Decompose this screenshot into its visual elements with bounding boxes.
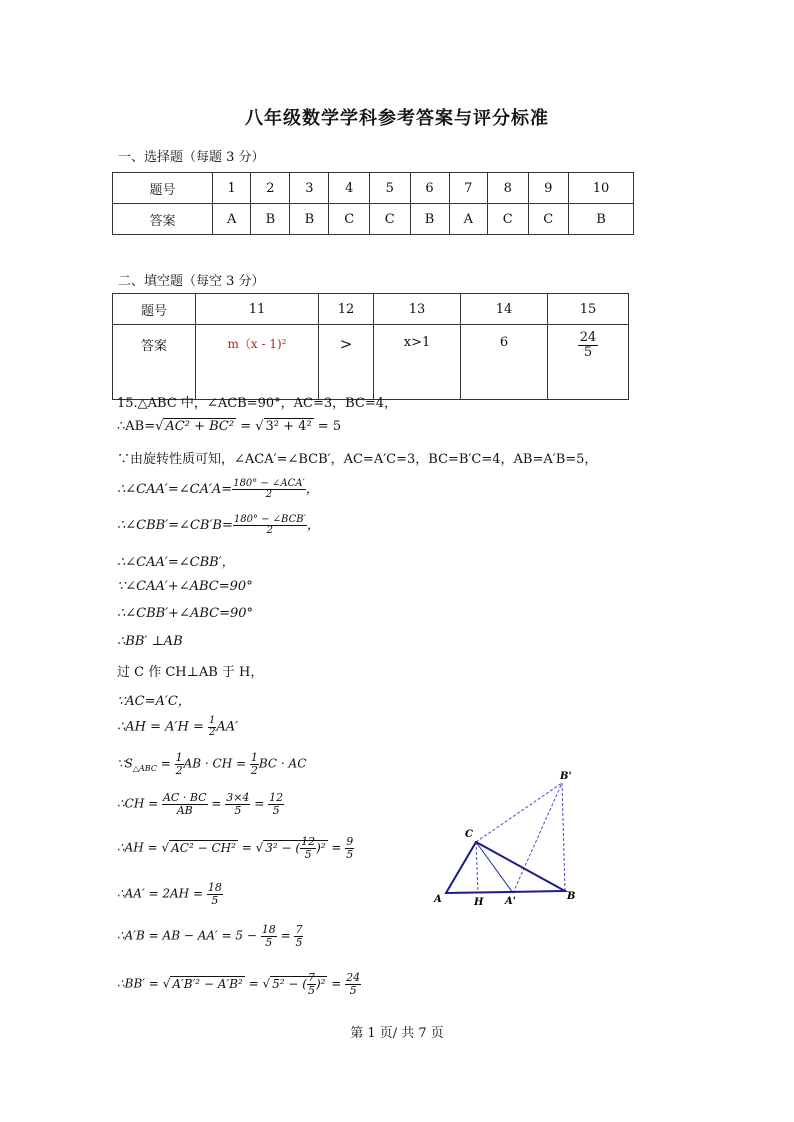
denominator: 2 — [266, 525, 274, 536]
radicand: AC² + BC² — [165, 419, 235, 434]
fraction — [294, 924, 303, 948]
table-cell: A — [449, 204, 487, 235]
denominator: 5 — [211, 893, 219, 907]
fraction — [578, 331, 599, 361]
numerator: 180° − ∠ACA′ — [233, 477, 305, 489]
denominator: 5 — [583, 345, 593, 361]
numerator: 1 — [250, 751, 258, 764]
solution-line — [117, 924, 303, 948]
denominator: 2 — [250, 763, 258, 777]
text: = — [276, 928, 295, 943]
denominator: AB — [176, 803, 193, 817]
table-cell: 13 — [374, 294, 461, 325]
solution-line: ∴BB′ = √ A′B′² − A′B² = √ 5² − ( $\frac{7}{5}$ )² = $\frac{24}{5}$ — [117, 971, 361, 997]
radicand: AC² − CH² — [171, 840, 236, 855]
solution-line — [117, 514, 320, 537]
text: AA′ — [216, 719, 239, 735]
table-row — [113, 325, 629, 400]
table-cell: B — [251, 204, 290, 235]
table-cell: 3 — [290, 173, 329, 204]
numerator: 3×4 — [226, 791, 250, 804]
table-cell: C — [528, 204, 569, 235]
table-cell: > — [319, 325, 374, 400]
denominator: 5 — [304, 847, 312, 861]
table-cell: C — [329, 204, 370, 235]
denominator: 2 — [209, 726, 216, 738]
table-cell: B — [569, 204, 634, 235]
radicand — [263, 835, 327, 861]
table-cell: 5 — [369, 173, 410, 204]
solution-line — [117, 882, 223, 906]
table-cell: x>1 — [374, 325, 461, 400]
text: = — [250, 796, 269, 811]
fraction — [232, 479, 306, 501]
table-header-label: 题号 — [113, 294, 196, 325]
fill-answer-table — [112, 293, 629, 400]
numerator: 24 — [579, 330, 597, 345]
fraction — [307, 972, 316, 996]
denominator: 5 — [265, 935, 273, 949]
segment-cb1 — [476, 783, 562, 842]
fraction — [225, 792, 250, 816]
text: 5² − ( — [272, 976, 307, 991]
solution-line — [117, 478, 319, 501]
table-cell: C — [487, 204, 528, 235]
table-cell: 6 — [410, 173, 449, 204]
denominator: 5 — [272, 803, 280, 817]
table-cell: 10 — [569, 173, 634, 204]
label-h: H — [474, 897, 484, 908]
denominator: 2 — [175, 763, 183, 777]
triangle-abc — [446, 842, 565, 893]
table-cell: 15 — [548, 294, 629, 325]
text: = — [236, 419, 256, 434]
text: = 5 — [313, 419, 342, 434]
table-cell: 11 — [196, 294, 319, 325]
table-cell: m（x - 1)² — [196, 325, 319, 400]
label-a-prime: A' — [505, 896, 516, 907]
table-cell: 7 — [449, 173, 487, 204]
text: AB · CH = — [183, 756, 250, 771]
table-cell: C — [369, 204, 410, 235]
text: = — [207, 796, 226, 811]
text: ∴∠CBB′=∠CB′B= — [117, 518, 233, 533]
table-row — [113, 173, 634, 204]
solution-line: ∴BB′ ⊥AB — [117, 634, 183, 649]
denominator: 5 — [295, 935, 303, 949]
segment-bb1 — [562, 783, 565, 891]
label-b-prime: B' — [560, 771, 572, 782]
text: = — [327, 976, 346, 991]
text: ∴AB= — [117, 419, 156, 434]
table-cell: 1 — [212, 173, 250, 204]
text: 3² − ( — [265, 840, 301, 855]
text: BC · AC — [258, 756, 307, 771]
text: ∴CH = — [117, 796, 162, 811]
denominator: 5 — [234, 803, 242, 817]
numerator: 1 — [209, 715, 216, 726]
table-row — [113, 294, 629, 325]
fraction — [345, 972, 361, 996]
numerator: 1 — [175, 751, 183, 764]
solution-line: 15.△ABC 中，∠ACB=90°，AC=3，BC=4， — [117, 396, 398, 411]
denominator: 5 — [307, 983, 315, 997]
numerator: 9 — [346, 835, 354, 848]
table-row — [113, 204, 634, 235]
numerator: AC · BC — [162, 791, 207, 804]
solution-line: ∴∠CBB′+∠ABC=90° — [117, 606, 254, 621]
table-cell: A — [212, 204, 250, 235]
solution-line: ∴∠CAA′=∠CBB′， — [117, 555, 235, 570]
fraction — [162, 792, 208, 816]
numerator: 18 — [261, 923, 276, 936]
solution-line — [117, 752, 306, 776]
fraction — [345, 836, 354, 860]
text: ∴∠CAA′=∠CA′A= — [117, 482, 233, 497]
table-cell: 2 — [251, 173, 290, 204]
section-fill-heading: 二、填空题（每空 3 分） — [118, 274, 265, 289]
table-cell: 14 — [461, 294, 548, 325]
table-cell: 8 — [487, 173, 528, 204]
text: )² — [316, 840, 326, 855]
fraction — [207, 882, 223, 906]
label-a: A — [434, 894, 442, 905]
radicand — [270, 971, 327, 997]
numerator: 7 — [307, 971, 315, 984]
solution-line: ∵由旋转性质可知，∠ACA′=∠BCB′，AC=A′C=3，BC=B′C=4，AB=A′B=5， — [117, 452, 598, 467]
choice-answer-table — [112, 172, 634, 235]
fraction — [300, 836, 316, 860]
table-cell: B — [410, 204, 449, 235]
subscript: △ABC — [132, 763, 157, 773]
denominator: 5 — [349, 983, 357, 997]
table-cell: 9 — [528, 173, 569, 204]
table-answer-label: 答案 — [113, 325, 196, 400]
text: ∴AA′ = 2AH = — [117, 886, 207, 901]
table-answer-label: 答案 — [113, 204, 213, 235]
fraction — [268, 792, 284, 816]
radicand: A′B′² − A′B² — [172, 976, 243, 991]
table-header-label: 题号 — [113, 173, 213, 204]
numerator: 24 — [346, 971, 361, 984]
numerator: 12 — [301, 835, 316, 848]
segment-ch — [476, 842, 478, 893]
text: = — [237, 840, 256, 855]
solution-line: 过 C 作 CH⊥AB 于 H， — [117, 665, 264, 680]
text: ∴A′B = AB − AA′ = 5 − — [117, 928, 261, 943]
text: = — [244, 976, 263, 991]
text: ∴AH = A′H = — [117, 719, 208, 735]
fraction — [175, 752, 184, 776]
text: = — [327, 840, 346, 855]
table-cell: 12 — [319, 294, 374, 325]
denominator: 5 — [346, 847, 354, 861]
fraction — [261, 924, 277, 948]
segment-ca1 — [476, 842, 513, 893]
text: ， — [305, 482, 319, 497]
numerator: 18 — [207, 881, 222, 894]
solution-line — [117, 792, 284, 816]
solution-line: ∴AB=√ AC² + BC² = √ 3² + 4² = 5 — [117, 419, 342, 434]
text: ∵S — [117, 756, 133, 771]
solution-line: ∵AC=A′C， — [117, 694, 191, 709]
solution-line: ∵∠CAA′+∠ABC=90° — [117, 579, 253, 594]
numerator: 7 — [295, 923, 303, 936]
fraction — [250, 752, 259, 776]
table-cell: B — [290, 204, 329, 235]
table-cell: 4 — [329, 173, 370, 204]
label-b: B — [567, 891, 576, 902]
fraction — [233, 515, 307, 537]
radicand: 3² + 4² — [265, 419, 312, 434]
numerator: 12 — [269, 791, 284, 804]
solution-line — [117, 716, 238, 738]
numerator: 180° − ∠BCB′ — [233, 513, 306, 525]
page-title: 八年级数学学科参考答案与评分标准 — [245, 108, 549, 129]
solution-line: ∴AH = √ AC² − CH² = √ 3² − ( $\frac{12}{5}$ )² = $\frac{9}{5}$ — [117, 835, 354, 861]
text: = — [156, 756, 175, 771]
section-choice-heading: 一、选择题（每题 3 分） — [118, 150, 265, 165]
table-cell: 6 — [461, 325, 548, 400]
label-c: C — [465, 829, 473, 840]
page-footer: 第 1 页/ 共 7 页 — [350, 1026, 444, 1041]
text: ∴AH = — [117, 840, 162, 855]
table-cell — [548, 325, 629, 400]
denominator: 2 — [265, 489, 273, 500]
text: ∴BB′ = — [117, 976, 163, 991]
text: ， — [306, 518, 320, 533]
rotation-triangle-figure — [425, 765, 595, 915]
text: )² — [315, 976, 326, 991]
